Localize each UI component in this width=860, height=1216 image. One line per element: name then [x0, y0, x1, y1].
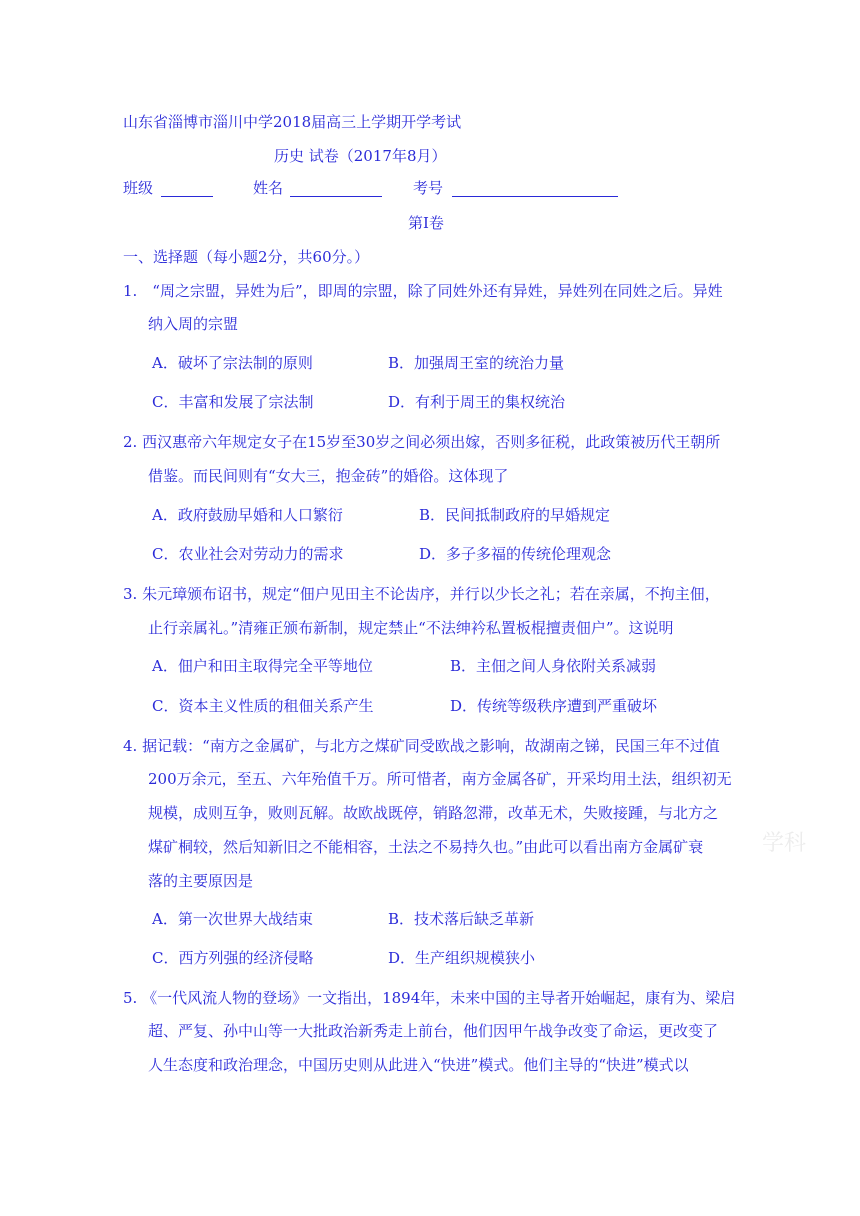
- question-4-option-a: A．第一次世界大战结束: [152, 910, 313, 928]
- question-4-option-c: C．西方列强的经济侵略: [152, 949, 314, 967]
- question-4-option-d: D．生产组织规模狭小: [388, 949, 536, 967]
- question-2-line-1: 2. 西汉惠帝六年规定女子在15岁至30岁之间必须出嫁，否则多征税，此政策被历代王朝所: [123, 433, 721, 451]
- name-label: 姓名: [253, 179, 284, 197]
- exam-title: 山东省淄博市淄川中学2018届高三上学期开学考试: [123, 113, 462, 131]
- question-2-option-c: C．农业社会对劳动力的需求: [152, 545, 344, 563]
- question-2-option-a: A．政府鼓励早婚和人口繁衍: [152, 506, 343, 524]
- question-1-option-c: C．丰富和发展了宗法制: [152, 393, 314, 411]
- question-4-option-b: B．技术落后缺乏革新: [388, 910, 535, 928]
- question-3-line-2: 止行亲属礼。”清雍正颁布新制，规定禁止“不法绅衿私置板棍擅责佃户”。这说明: [148, 619, 674, 637]
- class-blank: [161, 196, 213, 197]
- watermark: 学科: [762, 831, 807, 856]
- question-3-line-1: 3. 朱元璋颁布诏书，规定“佃户见田主不论齿序，并行以少长之礼；若在亲属，不拘主佃，: [123, 585, 720, 603]
- question-5-line-2: 超、严复、孙中山等一大批政治新秀走上前台，他们因甲午战争改变了命运，更改变了: [148, 1022, 719, 1040]
- question-1-option-b: B．加强周王室的统治力量: [388, 354, 565, 372]
- question-1-option-d: D．有利于周王的集权统治: [388, 393, 566, 411]
- class-label: 班级: [123, 179, 154, 197]
- question-2-option-d: D．多子多福的传统伦理观念: [419, 545, 612, 563]
- question-4-line-1: 4. 据记载：“南方之金属矿，与北方之煤矿同受欧战之影响，故湖南之锑，民国三年不过值: [123, 737, 720, 755]
- exam-subtitle: 历史 试卷（2017年8月）: [274, 147, 447, 165]
- question-4-line-3: 规模，成则互争，败则瓦解。故欧战既停，销路忽滞，改革无术，失败接踵，与北方之: [148, 804, 719, 822]
- question-3-option-b: B．主佃之间人身依附关系减弱: [450, 657, 657, 675]
- question-3-option-c: C．资本主义性质的租佃关系产生: [152, 697, 374, 715]
- question-1-line-2: 纳入周的宗盟: [148, 315, 239, 333]
- volume-heading: 第Ⅰ卷: [408, 214, 444, 232]
- question-4-line-5: 落的主要原因是: [148, 872, 254, 890]
- question-4-line-4: 煤矿桐较，然后知新旧之不能相容，土法之不易持久也。”由此可以看出南方金属矿衰: [148, 838, 704, 856]
- student-info-row: [123, 178, 743, 200]
- question-3-option-d: D．传统等级秩序遭到严重破坏: [450, 697, 658, 715]
- question-5-line-1: 5. 《一代风流人物的登场》一文指出，1894年，未来中国的主导者开始崛起，康有为、梁启: [123, 989, 736, 1007]
- question-4-line-2: 200万余元，至五、六年殆值千万。所可惜者，南方金属各矿，开采均用土法，组织初无: [148, 770, 732, 788]
- section-heading: 一、选择题（每小题2分，共60分。）: [123, 248, 370, 266]
- question-2-option-b: B．民间抵制政府的早婚规定: [419, 506, 611, 524]
- question-5-line-3: 人生态度和政治理念，中国历史则从此进入“快进”模式。他们主导的“快进”模式以: [148, 1056, 689, 1074]
- question-3-option-a: A．佃户和田主取得完全平等地位: [152, 657, 373, 675]
- question-1-line-1: 1. “周之宗盟，异姓为后”，即周的宗盟，除了同姓外还有异姓，异姓列在同姓之后。异姓: [123, 282, 723, 300]
- name-blank: [290, 196, 382, 197]
- question-2-line-2: 借鉴。而民间则有“女大三，抱金砖”的婚俗。这体现了: [148, 467, 509, 485]
- question-1-option-a: A．破坏了宗法制的原则: [152, 354, 313, 372]
- exam-no-blank: [452, 196, 618, 197]
- exam-no-label: 考号: [413, 179, 444, 197]
